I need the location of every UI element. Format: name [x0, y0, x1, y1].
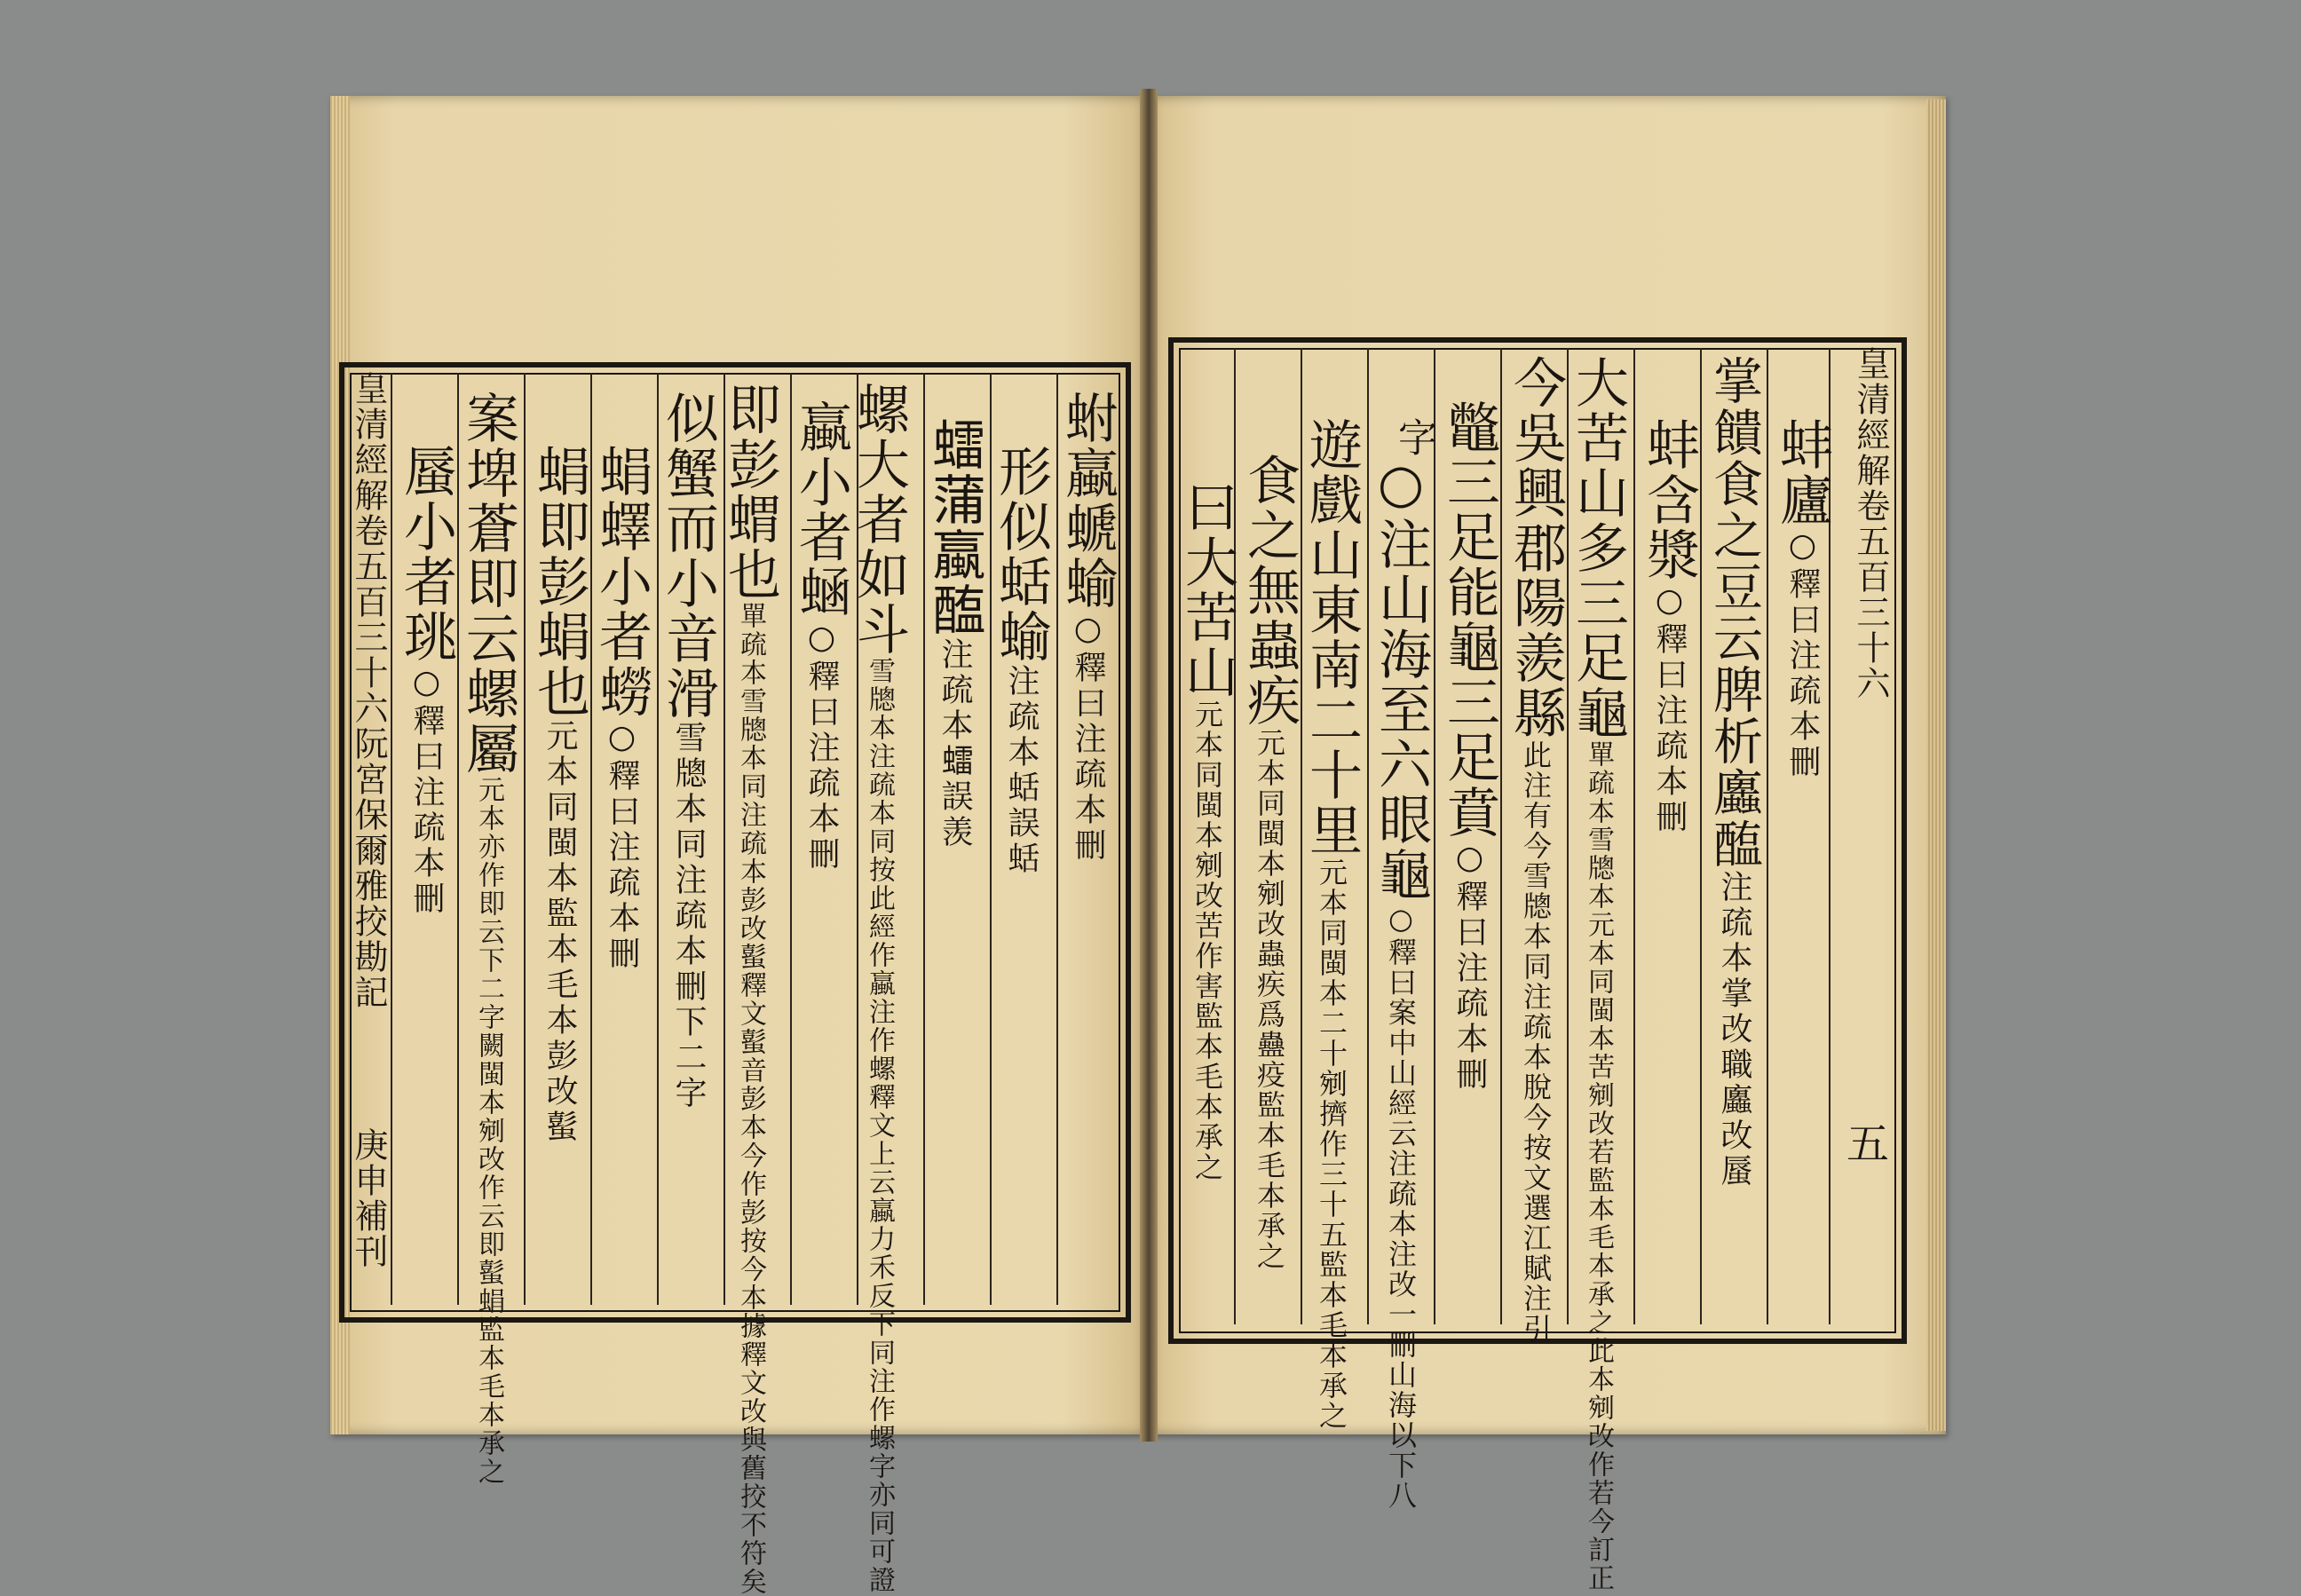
- book-gutter: [1140, 89, 1158, 1442]
- left-side-label: [344, 371, 393, 1010]
- column-main-text: 似蟹而小音滑: [657, 391, 719, 721]
- column-rule: [1767, 348, 1768, 1324]
- text-column: [1438, 399, 1500, 1093]
- column-note-text: ○釋曰注疏本刪: [803, 620, 840, 873]
- column-rule: [1633, 348, 1635, 1324]
- column-main-text: 字: [1391, 417, 1436, 458]
- column-main-text: 即彭蝟也: [719, 382, 781, 602]
- column-main-text: 曰大苦山: [1176, 479, 1238, 699]
- column-note-text: 單疏本雪牕本同注疏本彭改蟚釋文蟚音彭本今作彭按今本據釋文改與舊挍不符矣: [735, 602, 766, 1596]
- column-rule: [1367, 348, 1369, 1324]
- column-main-text: 蜎蠌小者蟧: [590, 444, 652, 719]
- column-note-text: ○釋曰注疏本刪: [604, 719, 640, 972]
- left-subtitle: 阮宮保爾雅挍勘記: [349, 726, 388, 1010]
- column-rule: [1700, 348, 1702, 1324]
- column-rule: [1434, 348, 1435, 1324]
- column-note-text: 元本同閩本剜改苦作害監本毛本承之: [1190, 699, 1224, 1182]
- text-column: [1370, 453, 1432, 1511]
- text-column: [990, 444, 1052, 877]
- text-column: [657, 391, 719, 1111]
- column-note-text: 雪牕本注疏本同按此經作蠃注作螺釋文上云蠃力禾反下同注作螺字亦同可證: [864, 657, 895, 1594]
- text-column: [1301, 417, 1363, 1431]
- column-note-text: ○釋曰注疏本刪: [1784, 527, 1821, 780]
- column-main-text: 蠃小者蜬: [790, 399, 852, 620]
- column-main-text: 形似蛞蝓: [990, 444, 1052, 664]
- left-side-title: 皇清經解: [349, 371, 388, 513]
- column-main-text: 鼈三足能龜三足賁: [1438, 399, 1500, 840]
- text-column: [1238, 453, 1301, 1271]
- right-side-label: [1846, 346, 1895, 701]
- column-main-text: 螺大者如斗: [848, 382, 910, 657]
- column-note-text: 元本同閩本二十剜擠作三十五監本毛本承之: [1315, 857, 1348, 1431]
- column-main-text: 今吳興郡陽羨縣: [1505, 355, 1567, 740]
- text-column: [790, 399, 852, 873]
- text-column: [1771, 417, 1833, 780]
- right-page-edge-stack: [1926, 99, 1946, 1431]
- column-note-text: 注疏本蛞誤蛞: [1003, 664, 1040, 877]
- column-note-text: 元本同閩本監本毛本彭改蟚: [542, 719, 578, 1145]
- column-note-text: ○釋曰注疏本刪: [1451, 840, 1488, 1093]
- text-column: [1705, 355, 1763, 1189]
- page-number: 五: [1846, 1119, 1890, 1169]
- column-note-text: ○釋曰注疏本刪: [1651, 582, 1688, 835]
- column-main-text: 蚌含漿: [1638, 417, 1700, 582]
- text-column: [457, 391, 519, 1486]
- column-main-text: 蚹蠃螔蝓: [1056, 391, 1119, 611]
- text-column: [1176, 479, 1238, 1182]
- text-column: [923, 417, 985, 850]
- column-main-text: 食之無蟲疾: [1238, 453, 1301, 728]
- column-note-text: ○釋曰注疏本刪: [1070, 611, 1106, 864]
- column-rule: [391, 373, 392, 1305]
- text-column: [1505, 355, 1567, 1344]
- column-rule: [524, 373, 526, 1305]
- column-note-text: 注疏本𧒽誤羡: [937, 637, 973, 850]
- right-side-title: 皇清經解: [1851, 346, 1890, 488]
- column-main-text: 掌饋食之豆云脾析蠯醢: [1705, 355, 1763, 870]
- column-main-text: ○注山海至六眼龜: [1370, 453, 1432, 902]
- column-note-text: 元本同閩本剜改蟲疾爲蠱疫監本毛本承之: [1253, 728, 1286, 1271]
- left-printer-note: [344, 1127, 393, 1269]
- column-main-text: 蚌廬: [1771, 417, 1833, 527]
- text-column: [590, 444, 652, 972]
- left-volume-label: 卷五百三十六: [349, 513, 388, 726]
- column-note-text: 雪牕本同注疏本刪下二字: [670, 721, 707, 1111]
- text-column: [528, 444, 590, 1145]
- text-column: [848, 382, 910, 1594]
- column-main-text: 蜃小者珧: [395, 444, 457, 664]
- column-note-text: 注疏本掌改職蠯改蜃: [1716, 870, 1752, 1189]
- column-main-text: 大苦山多三足龜: [1567, 355, 1629, 740]
- column-note-text: 元本亦作即云下二字闕閩本剜改作云即蟚蜎監本毛本承之: [473, 776, 504, 1486]
- printer-note-text: 庚申補刊: [349, 1127, 388, 1269]
- text-column: [1056, 391, 1119, 864]
- text-column: [1567, 355, 1629, 1592]
- column-note-text: ○釋曰案中山經云注疏本注改一刪山海以下八: [1384, 902, 1418, 1511]
- column-rule: [1500, 348, 1502, 1324]
- text-column: [719, 382, 781, 1596]
- column-note-text: 單疏本雪牕本元本同閩本苦剜改若監本毛本承之此本剜改作若今訂正: [1583, 740, 1614, 1592]
- right-volume-label: 卷五百三十六: [1851, 488, 1890, 701]
- text-column: [1638, 417, 1700, 835]
- column-main-text: 蜎即彭蜎也: [528, 444, 590, 719]
- text-column: [395, 444, 457, 917]
- column-main-text: 遊戲山東南二十里: [1301, 417, 1363, 857]
- column-main-text: 案埤蒼即云螺屬: [457, 391, 519, 776]
- column-note-text: 此注有今雪牕本同注疏本脫今按文選江賦注引: [1519, 740, 1553, 1344]
- column-main-text: 𧒽蒲蠃醢: [923, 417, 985, 637]
- column-note-text: ○釋曰注疏本刪: [408, 664, 445, 917]
